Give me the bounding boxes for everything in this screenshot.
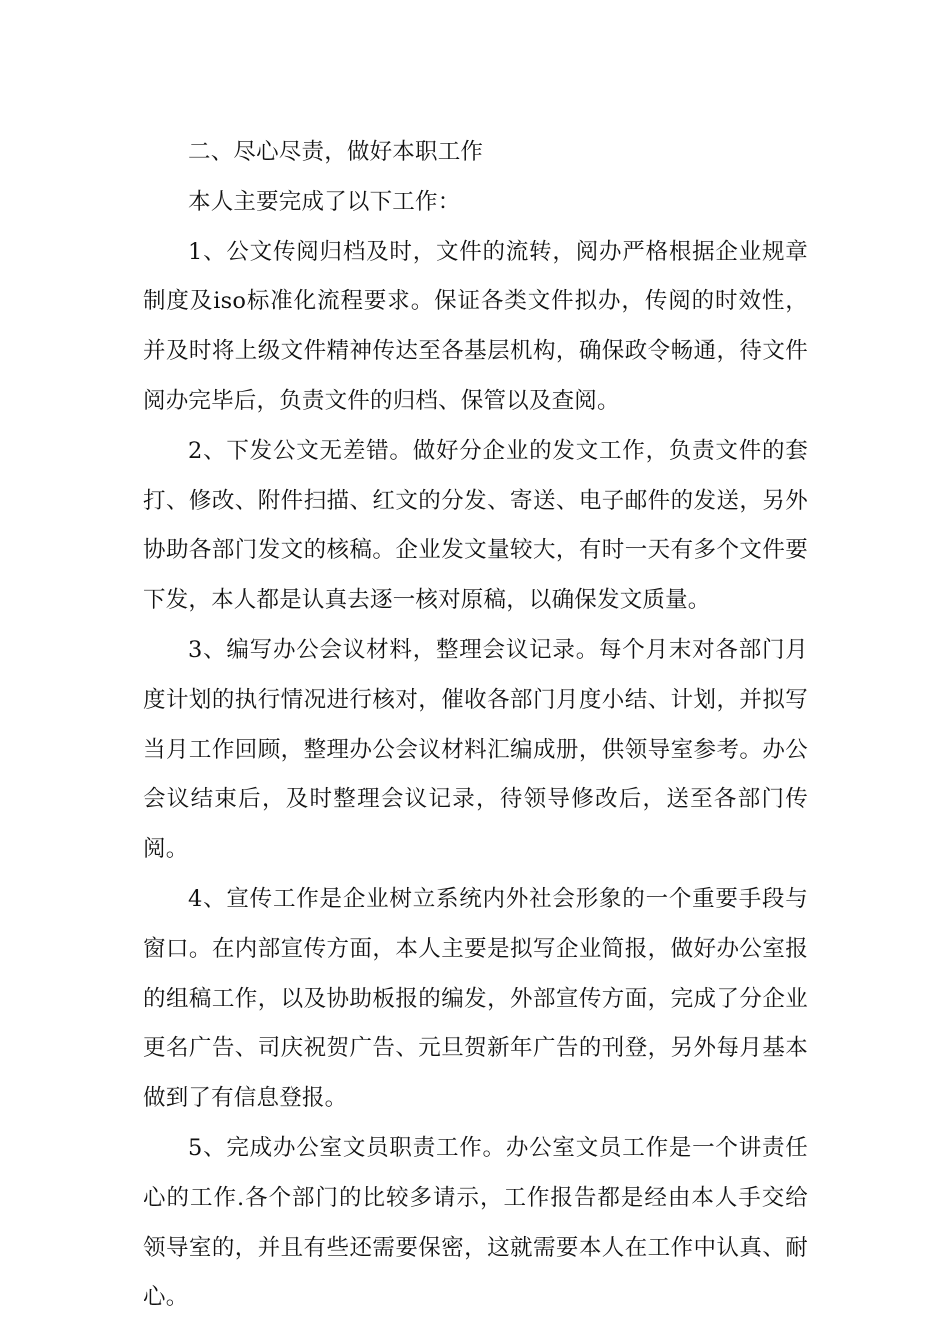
work-item-2-paragraph: 2、下发公文无差错。做好分企业的发文工作，负责文件的套打、修改、附件扫描、红文的分发、寄送、电子邮件的发送，另外协助各部门发文的核稿。企业发文量较大，有时一天有多个文件要下发，本人都是认真去逐一核对原稿，以确保发文质量。 [143,437,808,614]
work-item-3-paragraph: 3、编写办公会议材料，整理会议记录。每个月末对各部门月度计划的执行情况进行核对，催收各部门月度小结、计划，并拟写当月工作回顾，整理办公会议材料汇编成册，供领导室参考。办公会议结束后，及时整理会议记录，待领导修改后，送至各部门传阅。 [143,636,808,863]
section-heading: 二、尽心尽责，做好本职工作 [188,139,484,165]
work-item-4-paragraph: 4、宣传工作是企业树立系统内外社会形象的一个重要手段与窗口。在内部宣传方面，本人主要是拟写企业简报，做好办公室报的组稿工作，以及协助板报的编发，外部宣传方面，完成了分企业更名广告、司庆祝贺广告、元旦贺新年广告的刊登，另外每月基本做到了有信息登报。 [143,885,808,1112]
document-body [143,128,808,1323]
intro-paragraph: 本人主要完成了以下工作： [188,188,461,215]
work-item-1-paragraph: 1、公文传阅归档及时，文件的流转，阅办严格根据企业规章制度及iso标准化流程要求。保证各类文件拟办，传阅的时效性，并及时将上级文件精神传达至各基层机构，确保政令畅通，待文件阅办完毕后，负责文件的归档、保管以及查阅。 [143,238,808,414]
work-item-5-paragraph: 5、完成办公室文员职责工作。办公室文员工作是一个讲责任心的工作.各个部门的比较多请示，工作报告都是经由本人手交给领导室的，并且有些还需要保密，这就需要本人在工作中认真、耐心。 [143,1134,808,1311]
